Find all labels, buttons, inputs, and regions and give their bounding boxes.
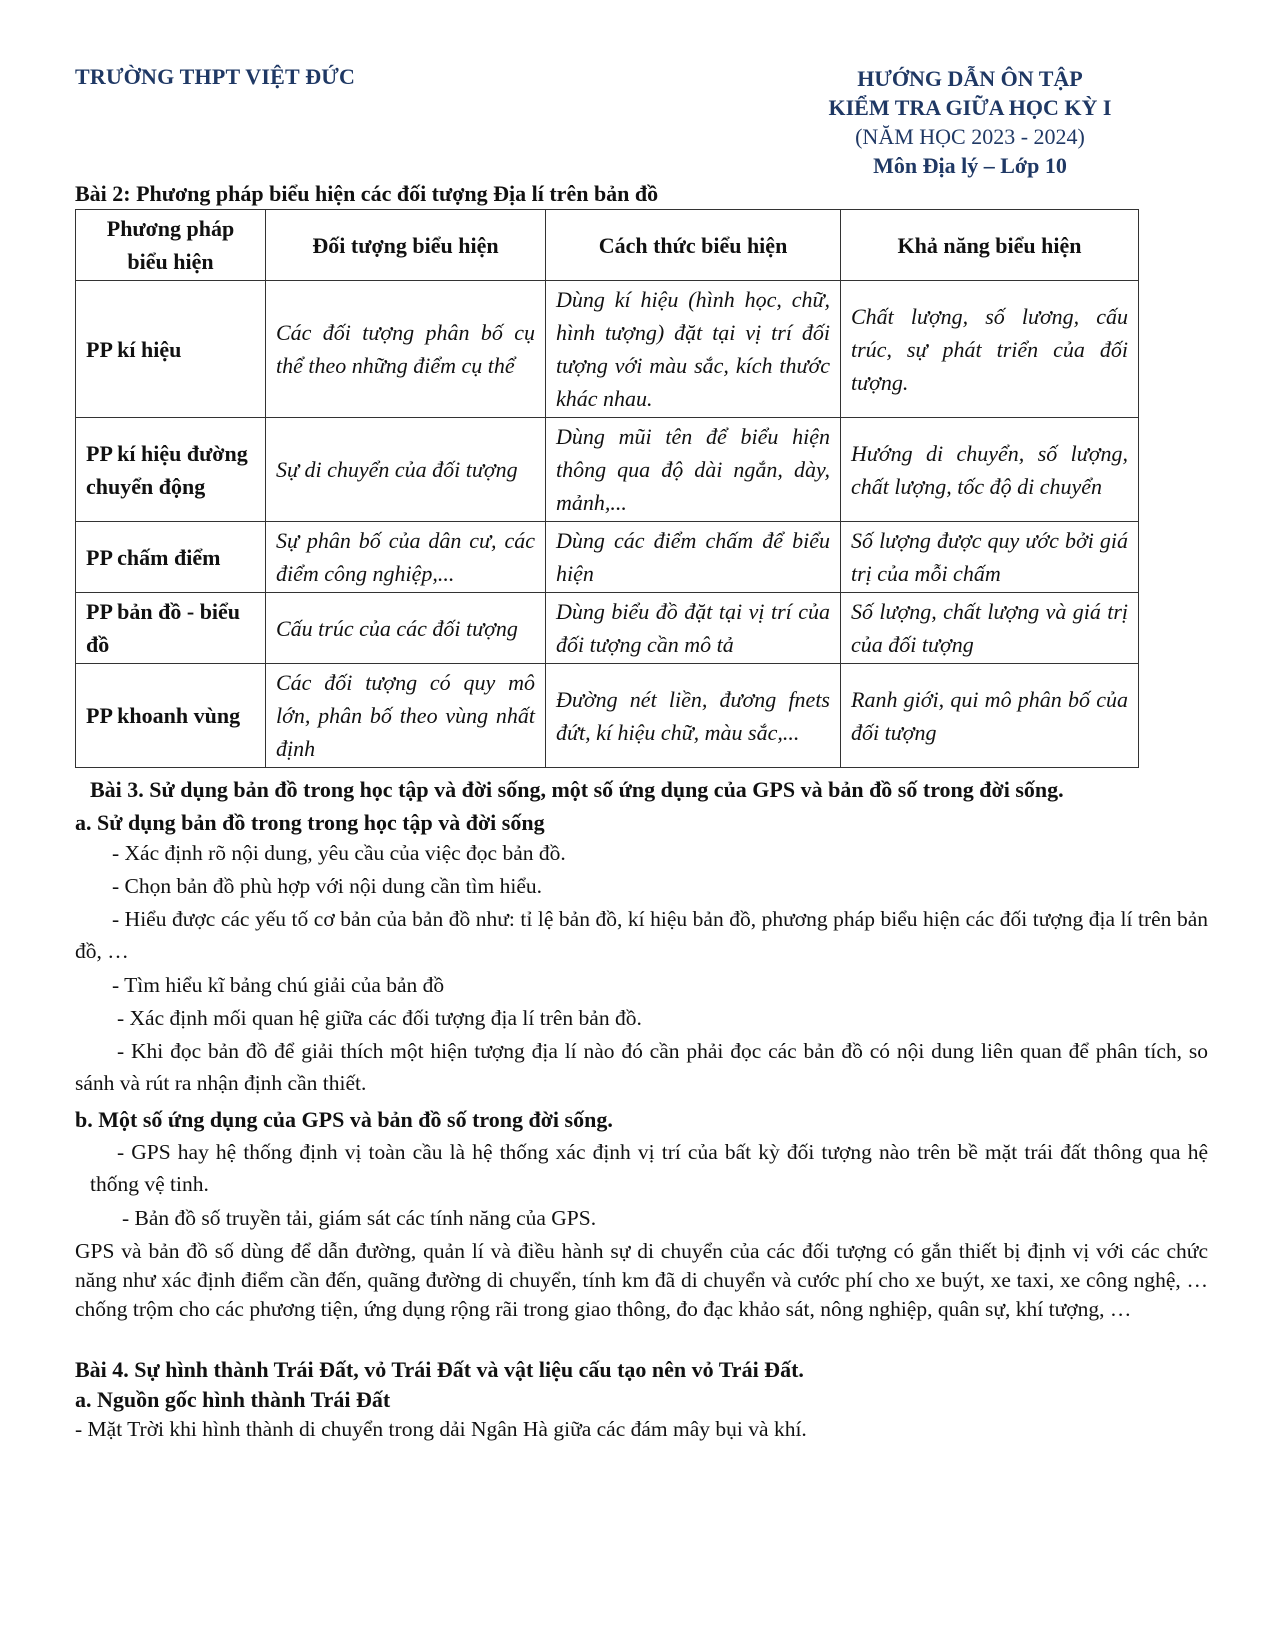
how-cell: Dùng mũi tên để biểu hiện thông qua độ dài ngắn, dày, mảnh,... (546, 418, 841, 522)
gps-paragraph: GPS và bản đồ số dùng để dẫn đường, quản lí và điều hành sự di chuyển của các đối tượng có gắn thiết bị định vị với các chức năng như xác định điểm cần đến, quãng đường di chuyển, tính km đã di chuyển và cước phí cho xe buýt, xe taxi, xe công nghệ, … chống trộm cho các phương tiện, ứng dụng rộng rãi trong giao thông, đo đạc khảo sát, nông nghiệp, quân sự, khí tượng, … (75, 1239, 1208, 1321)
list-item: - Khi đọc bản đồ để giải thích một hiện tượng địa lí nào đó cần phải đọc các bản đồ có nội dung liên quan để phân tích, so sánh và rút ra nhận định cần thiết. (75, 1039, 1208, 1095)
object-cell: Sự phân bố của dân cư, các điểm công nghiệp,... (266, 522, 546, 593)
method-cell: PP khoanh vùng (76, 664, 266, 768)
list-item: - GPS hay hệ thống định vị toàn cầu là hệ thống xác định vị trí của bất kỳ đối tượng nào trên bề mặt trái đất thông qua hệ thống vệ tinh. (90, 1140, 1208, 1196)
subject-grade: Môn Địa lý – Lớp 10 (873, 153, 1067, 178)
table-row (76, 664, 1139, 768)
list-item: - Mặt Trời khi hình thành di chuyển trong dải Ngân Hà giữa các đám mây bụi và khí. (75, 1417, 807, 1441)
table-row (76, 281, 1139, 418)
list-item: - Bản đồ số truyền tải, giám sát các tính năng của GPS. (122, 1206, 597, 1230)
table-header-row (76, 210, 1139, 281)
object-cell: Sự di chuyển của đối tượng (266, 418, 546, 522)
ability-cell: Ranh giới, qui mô phân bố của đối tượng (841, 664, 1139, 768)
object-cell: Cấu trúc của các đối tượng (266, 593, 546, 664)
column-header: Cách thức biểu hiện (546, 210, 841, 281)
header-title-line1: HƯỚNG DẪN ÔN TẬP (857, 66, 1083, 91)
method-cell: PP chấm điểm (76, 522, 266, 593)
section-bai3-title: Bài 3. Sử dụng bản đồ trong học tập và đời sống, một số ứng dụng của GPS và bản đồ số trong đời sống. (90, 777, 1064, 802)
table-row (76, 522, 1139, 593)
header-title-line2: KIỂM TRA GIỮA HỌC KỲ I (828, 95, 1112, 120)
ability-cell: Chất lượng, số lương, cấu trúc, sự phát triển của đối tượng. (841, 281, 1139, 418)
how-cell: Đường nét liền, đương fnets đứt, kí hiệu chữ, màu sắc,... (546, 664, 841, 768)
section-bai4a-title: a. Nguồn gốc hình thành Trái Đất (75, 1387, 391, 1412)
table-row (76, 418, 1139, 522)
document-header (790, 64, 1150, 180)
column-header: Đối tượng biểu hiện (266, 210, 546, 281)
section-bai3a-title: a. Sử dụng bản đồ trong trong học tập và đời sống (75, 810, 545, 835)
how-cell: Dùng các điểm chấm để biểu hiện (546, 522, 841, 593)
school-year: (NĂM HỌC 2023 - 2024) (855, 124, 1085, 149)
ability-cell: Số lượng, chất lượng và giá trị của đối tượng (841, 593, 1139, 664)
column-header: Phương pháp biểu hiện (76, 210, 266, 281)
ability-cell: Số lượng được quy ước bởi giá trị của mỗi chấm (841, 522, 1139, 593)
table-row (76, 593, 1139, 664)
method-cell: PP kí hiệu (76, 281, 266, 418)
object-cell: Các đối tượng có quy mô lớn, phân bố theo vùng nhất định (266, 664, 546, 768)
list-item: - Chọn bản đồ phù hợp với nội dung cần tìm hiểu. (112, 874, 542, 898)
how-cell: Dùng biểu đồ đặt tại vị trí của đối tượng cần mô tả (546, 593, 841, 664)
list-item: - Hiểu được các yếu tố cơ bản của bản đồ như: tỉ lệ bản đồ, kí hiệu bản đồ, phương pháp biểu hiện các đối tượng địa lí trên bản đồ, … (75, 907, 1208, 963)
section-bai2-title: Bài 2: Phương pháp biểu hiện các đối tượng Địa lí trên bản đồ (75, 181, 659, 206)
school-name: TRƯỜNG THPT VIỆT ĐỨC (75, 64, 356, 89)
object-cell: Các đối tượng phân bố cụ thể theo những điểm cụ thể (266, 281, 546, 418)
section-bai3b-title: b. Một số ứng dụng của GPS và bản đồ số trong đời sống. (75, 1107, 613, 1132)
list-item: - Xác định rõ nội dung, yêu cầu của việc đọc bản đồ. (112, 841, 566, 865)
method-cell: PP bản đồ - biểu đồ (76, 593, 266, 664)
section-bai4-title: Bài 4. Sự hình thành Trái Đất, vỏ Trái Đất và vật liệu cấu tạo nên vỏ Trái Đất. (75, 1357, 804, 1382)
methods-table (75, 209, 1139, 768)
method-cell: PP kí hiệu đường chuyển động (76, 418, 266, 522)
list-item: - Xác định mối quan hệ giữa các đối tượng địa lí trên bản đồ. (117, 1006, 642, 1030)
ability-cell: Hướng di chuyển, số lượng, chất lượng, tốc độ di chuyển (841, 418, 1139, 522)
how-cell: Dùng kí hiệu (hình học, chữ, hình tượng) đặt tại vị trí đối tượng với màu sắc, kích thước khác nhau. (546, 281, 841, 418)
list-item: - Tìm hiểu kĩ bảng chú giải của bản đồ (112, 973, 445, 997)
column-header: Khả năng biểu hiện (841, 210, 1139, 281)
